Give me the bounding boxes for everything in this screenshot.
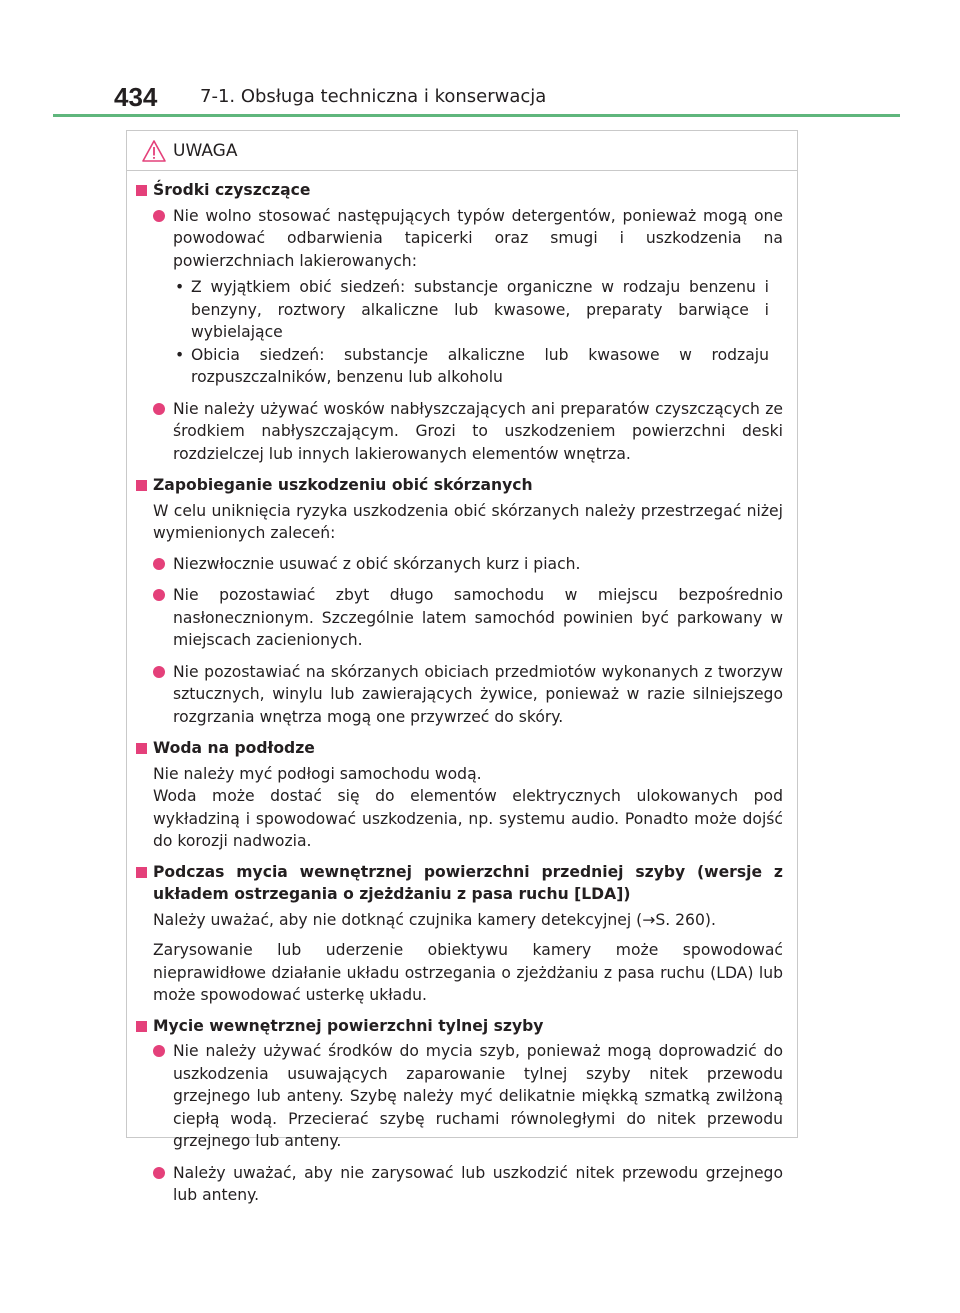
warning-box — [126, 130, 798, 1204]
paragraph: Zarysowanie lub uderzenie obiektywu kamery może spowodować nieprawidłowe działanie układu ostrzegania o zjeżdżaniu z pasa ruchu (LDA) lub może spowodować usterkę układu. — [153, 941, 783, 1004]
warning-title: UWAGA — [173, 141, 238, 161]
section-heading-front-windshield: Podczas mycia wewnętrznej powierzchni przedniej szyby (wersje z układem ostrzegania o zjeżdżaniu z pasa ruchu [LDA]) — [127, 861, 797, 906]
paragraph: W celu uniknięcia ryzyka uszkodzenia obić skórzanych należy przestrzegać niżej wymienionych zaleceń: — [153, 501, 783, 542]
circle-bullet-icon — [153, 666, 165, 678]
list-item-text: Nie należy używać środków do mycia szyb, ponieważ mogą doprowadzić do uszkodzenia usuwających zaparowanie tylnej szyby nitek przewodu grzejnego lub anteny. Szybę należy myć delikatnie miękką szmatką zwilżoną ciepłą wodą. Przecierać szybę ruchami równoległymi do nitek przewodu grzejnego lub anteny. — [173, 1042, 783, 1150]
circle-bullet-icon — [153, 589, 165, 601]
list-item-text: Nie należy używać wosków nabłyszczających ani preparatów czyszczących ze środkiem nabłyszczającym. Grozi to uszkodzeniem powierzchni deski rozdzielczej lub innych lakierowanych elementów wnętrza. — [173, 399, 783, 463]
header-rule — [53, 114, 900, 117]
paragraph: Nie należy myć podłogi samochodu wodą. — [153, 764, 482, 783]
circle-bullet-icon — [153, 210, 165, 222]
warning-triangle-icon — [141, 139, 167, 163]
warning-header — [127, 131, 797, 171]
dot-bullet-icon: • — [175, 345, 185, 364]
section-heading-rear-window: Mycie wewnętrznej powierzchni tylnej szyby — [127, 1015, 797, 1038]
sub-list-item — [127, 344, 783, 389]
sub-list-item-text: Z wyjątkiem obić siedzeń: substancje organiczne w rodzaju benzenu i benzyny, roztwory alkaliczne lub kwasowe, preparaty barwiące i wybielające — [191, 278, 769, 341]
sub-list — [127, 276, 783, 389]
list-item-text: Niezwłocznie usuwać z obić skórzanych kurz i piach. — [173, 554, 581, 573]
list-item — [127, 1040, 797, 1153]
list-item-text: Nie pozostawiać na skórzanych obiciach przedmiotów wykonanych z tworzyw sztucznych, winylu lub zawierających żywice, ponieważ w razie silniejszego rozgrzania wnętrza mogą one przywrzeć do skóry. — [173, 662, 783, 726]
section-heading-leather-protection: Zapobieganie uszkodzeniu obić skórzanych — [127, 474, 797, 497]
square-bullet-icon — [136, 1021, 147, 1032]
square-bullet-icon — [136, 480, 147, 491]
list-item — [127, 584, 797, 652]
list-item-text: Należy uważać, aby nie zarysować lub uszkodzić nitek przewodu grzejnego lub anteny. — [173, 1163, 783, 1204]
list-item-text: Nie wolno stosować następujących typów detergentów, ponieważ mogą one powodować odbarwienia tapicerki oraz smugi i uszkodzenia na powierzchniach lakierowanych: — [173, 206, 783, 270]
square-bullet-icon — [136, 185, 147, 196]
square-bullet-icon — [136, 867, 147, 878]
list-item — [127, 205, 797, 389]
square-bullet-icon — [136, 743, 147, 754]
circle-bullet-icon — [153, 1167, 165, 1179]
list-item — [127, 661, 797, 729]
list-item — [127, 553, 797, 576]
circle-bullet-icon — [153, 558, 165, 570]
sub-list-item-text: Obicia siedzeń: substancje alkaliczne lub kwasowe w rodzaju rozpuszczalników, benzenu lub alkoholu — [191, 345, 769, 386]
circle-bullet-icon — [153, 403, 165, 415]
dot-bullet-icon: • — [175, 278, 185, 296]
page-header — [0, 0, 960, 120]
warning-content — [127, 179, 797, 1216]
paragraph: Woda może dostać się do elementów elektrycznych ulokowanych pod wykładziną i spowodować uszkodzenia, np. systemu audio. Ponadto może dojść do korozji nadwozia. — [153, 787, 783, 850]
section-heading-cleaning-agents: Środki czyszczące — [127, 179, 797, 202]
paragraph: Należy uważać, aby nie dotknąć czujnika kamery detekcyjnej (→S. 260). — [153, 910, 716, 929]
list-item — [127, 1162, 797, 1207]
circle-bullet-icon — [153, 1045, 165, 1057]
section-heading-water-on-floor: Woda na podłodze — [127, 737, 797, 760]
list-item — [127, 398, 797, 466]
section-title: 7-1. Obsługa techniczna i konserwacja — [200, 86, 547, 107]
list-item-text: Nie pozostawiać zbyt długo samochodu w miejscu bezpośrednio nasłonecznionym. Szczególnie latem samochód powinien być parkowany w miejscach zacienionych. — [173, 586, 783, 649]
sub-list-item — [127, 276, 783, 344]
page-number: 434 — [114, 82, 158, 112]
